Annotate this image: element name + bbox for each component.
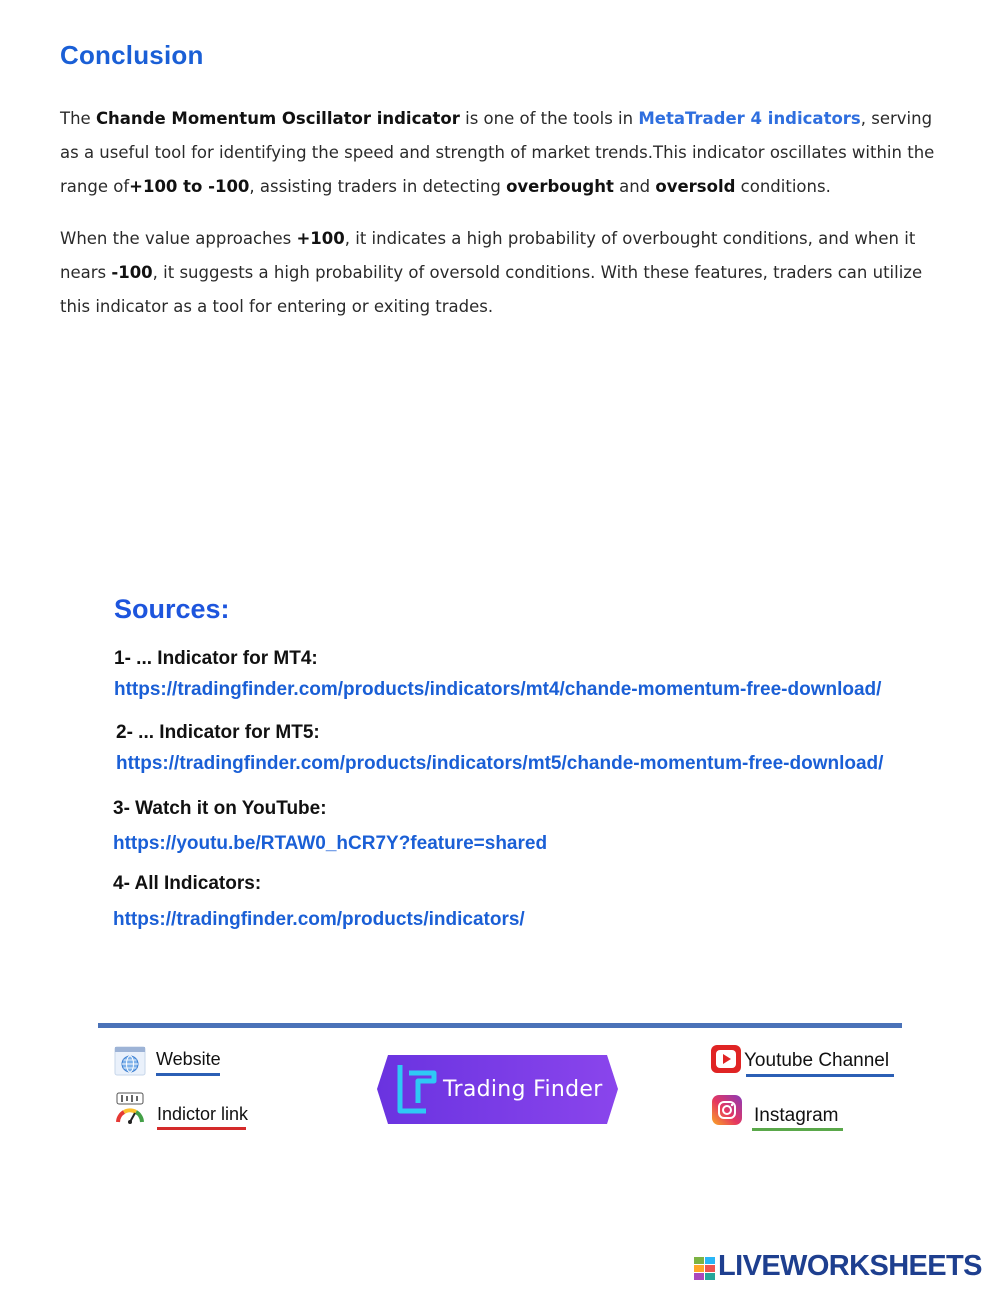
globe-icon[interactable] <box>114 1046 146 1076</box>
conclusion-paragraph-1 <box>60 102 950 204</box>
youtube-icon[interactable] <box>711 1045 741 1073</box>
source-3-label: 3- Watch it on YouTube: <box>113 798 327 819</box>
source-2-link[interactable]: https://tradingfinder.com/products/indicators/mt5/chande-momentum-free-download/ <box>116 753 884 774</box>
text-run: , assisting traders in detecting <box>249 177 507 196</box>
youtube-channel-link[interactable]: Youtube Channel <box>744 1050 890 1071</box>
text-run: , serving as a useful tool for identifying the speed and strength of market trends.This indicator oscillates within the range of <box>60 109 935 196</box>
footer-divider <box>98 1023 902 1028</box>
bold-run: +100 <box>296 229 345 248</box>
text-run: and <box>613 177 656 196</box>
sources-title: Sources: <box>114 594 230 624</box>
text-run: , it suggests a high probability of oversold conditions. With these features, traders can utilize this indicator as a tool for entering or exiting trades. <box>60 263 923 316</box>
text-run: conditions. <box>735 177 831 196</box>
source-3-link[interactable]: https://youtu.be/RTAW0_hCR7Y?feature=shared <box>113 833 548 854</box>
indicator-link-underline <box>157 1127 246 1130</box>
bold-run: Chande Momentum Oscillator indicator <box>95 109 460 128</box>
instagram-link[interactable]: Instagram <box>754 1105 839 1126</box>
source-4-link[interactable]: https://tradingfinder.com/products/indicators/ <box>113 909 525 930</box>
instagram-underline <box>752 1128 843 1131</box>
liveworksheets-brand: LIVEWORKSHEETS <box>718 1250 982 1282</box>
instagram-icon[interactable] <box>712 1095 742 1125</box>
liveworksheets-logo-icon <box>694 1257 716 1281</box>
source-2-label: 2- ... Indicator for MT5: <box>116 722 320 743</box>
text-run: When the value approaches <box>60 229 297 248</box>
page-title: Conclusion <box>60 40 204 70</box>
source-1-label: 1- ... Indicator for MT4: <box>114 648 318 669</box>
text-run: is one of the tools in <box>459 109 639 128</box>
logo-text: Trading Finder <box>443 1077 603 1102</box>
bold-run: +100 to -100 <box>129 177 250 196</box>
gauge-icon[interactable] <box>114 1092 148 1126</box>
bold-run: overbought <box>506 177 614 196</box>
bold-run: oversold <box>655 177 736 196</box>
indicator-link[interactable]: Indictor link <box>157 1104 249 1124</box>
text-run: , it indicates a high probability of overbought conditions, and when it nears <box>60 229 916 282</box>
bold-run: -100 <box>111 263 153 282</box>
youtube-underline <box>746 1074 894 1077</box>
website-underline <box>156 1073 220 1076</box>
source-4-label: 4- All Indicators: <box>113 873 262 894</box>
source-1-link[interactable]: https://tradingfinder.com/products/indicators/mt4/chande-momentum-free-download/ <box>114 679 882 700</box>
text-run: The <box>60 109 96 128</box>
metatrader-4-indicators-link[interactable]: MetaTrader 4 indicators <box>638 109 861 128</box>
conclusion-paragraph-2 <box>60 222 950 324</box>
website-link[interactable]: Website <box>156 1049 221 1069</box>
